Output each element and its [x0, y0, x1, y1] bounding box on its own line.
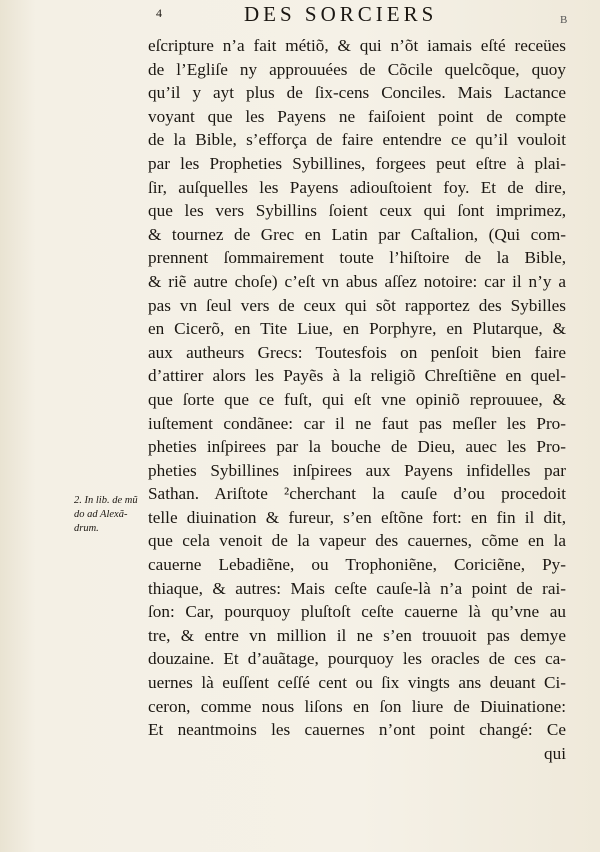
- body-line: d’attirer alors les Payẽs à la religiõ Chreſtiẽne en quel-: [148, 366, 566, 386]
- body-line: en Cicerõ, en Tite Liue, en Porphyre, en Plutarque, &: [148, 319, 566, 339]
- running-head: DES SORCIERS: [244, 2, 438, 26]
- page-number: 4: [156, 6, 162, 20]
- body-line: qu’il y ayt plus de ſix-cens Conciles. Mais Lactance: [148, 83, 566, 103]
- body-line: aux autheurs Grecs: Toutesfois on penſoit bien faire: [148, 342, 566, 362]
- body-text: [148, 34, 566, 765]
- body-line: que ſorte que ce fuſt, qui eſt vne opiniõ reprouuee, &: [148, 389, 566, 409]
- body-line: de la Bible, s’efforça de faire entendre ce qu’il vouloit: [148, 130, 566, 150]
- catchword: qui: [544, 743, 566, 763]
- body-line: Sathan. Ariſtote ²cherchant la cauſe d’ou procedoit: [148, 484, 566, 504]
- body-line: pas vn ſeul vers de ceux qui sõt rapportez des Sybilles: [148, 295, 566, 315]
- body-line: douzaine. Et d’auãtage, pourquoy les oracles de ces ca-: [148, 649, 566, 669]
- body-line: prennent ſommairement toute l’hiſtoire de la Bible,: [148, 248, 566, 268]
- body-line: ceron, comme nous liſons en ſon liure de Diuinatione:: [148, 696, 566, 716]
- body-line: voyant que les Payens ne faiſoient point de compte: [148, 106, 566, 126]
- body-line: tre, & entre vn million il ne s’en trouuoit pas demye: [148, 625, 566, 645]
- body-line: telle diuination & fureur, s’en eſtõne fort: en fin il dit,: [148, 507, 566, 527]
- body-line: par les Propheties Sybillines, forgees peut eſtre à plai-: [148, 153, 566, 173]
- body-line: pheties inſpirees par la bouche de Dieu, auec les Pro-: [148, 437, 566, 457]
- body-line: que les vers Sybillins ſoient ceux qui ſont imprimez,: [148, 201, 566, 221]
- body-line: cauerne Lebadiẽne, ou Trophoniẽne, Coriciẽne, Py-: [148, 555, 566, 575]
- margin-note-line: drum.: [74, 523, 99, 534]
- body-line: ſon: Car, pourquoy pluſtoſt ceſte cauerne là qu’vne au: [148, 602, 566, 622]
- signature-mark: B: [560, 14, 568, 26]
- body-line: iuſtement condãnee: car il ne faut pas meſler les Pro-: [148, 413, 566, 433]
- body-line: & riẽ autre choſe) c’eſt vn abus aſſez notoire: car il n’y a: [148, 271, 566, 291]
- body-line: thiaque, & autres: Mais ceſte cauſe-là n’a point de rai-: [148, 578, 566, 598]
- margin-note-line: do ad Alexã-: [74, 509, 128, 520]
- margin-note: [74, 494, 150, 536]
- margin-note-line: 2. In lib. de mũ: [74, 495, 138, 506]
- body-line: eſcripture n’a fait métiõ, & qui n’õt iamais eſté receües: [148, 36, 566, 55]
- body-line: Et neantmoins les cauernes n’ont point changé: Ce: [148, 720, 566, 740]
- body-line: pheties Sybillines inſpirees aux Payens infidelles par: [148, 460, 566, 480]
- body-line: que cela venoit de la vapeur des cauernes, cõme en la: [148, 531, 566, 551]
- body-line: uernes là euſſent ceſſé cent ou ſix vingts ans deuant Ci-: [148, 673, 566, 693]
- body-line: & tournez de Grec en Latin par Caſtalion, (Qui com-: [148, 224, 566, 244]
- body-line: de l’Egliſe ny approuuées de Cõcile quelcõque, quoy: [148, 59, 566, 79]
- body-line: ſir, auſquelles les Payens adiouſtoient foy. Et de dire,: [148, 177, 566, 197]
